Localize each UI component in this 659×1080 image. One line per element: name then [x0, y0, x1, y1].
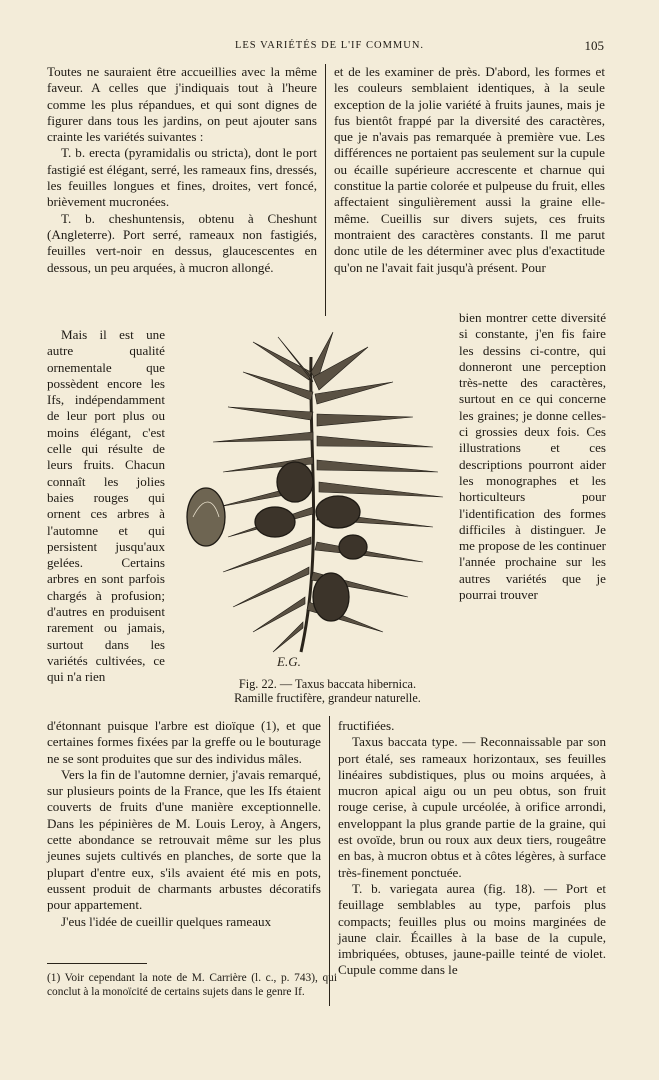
column-rule-top — [325, 64, 326, 316]
caption-line-2: Ramille fructifère, grandeur naturelle. — [234, 691, 421, 705]
column-bottom-left — [47, 718, 321, 930]
paragraph-variegata: T. b. variegata aurea (fig. 18). — Port et feuillage semblables au type, parfois plus compacts; feuilles plus ou moins marginées de jaune clair. Écailles à la base de la cupule, imbriquées, obtuses, jaune-paille teinté de violet. Cupule comme dans le — [338, 880, 606, 978]
footnote: (1) Voir cependant la note de M. Carrière (l. c., p. 743), qui conclut à la monoïcité de certains sujets dans le genre If. — [47, 972, 337, 998]
paragraph: et de les examiner de près. D'abord, les formes et les couleurs semblaient identiques, à la seule exception de la jolie variété à fruits jaunes, mais je fus bientôt frappé par la diversité des caractères, que je n'avais pas remarquée à première vue. Les différences ne portaient pas seulement sur la cupule ou écaille supérieure accrescente et charnue qui constitue la partie colorée et pulpeuse du fruit, elles affectaient singulièrement aussi la graine elle-même. Cueillis sur divers sujets, ces fruits montraient des caractères constants. Il me parut donc utile de les déterminer avec plus d'exactitude qu'on ne l'avait fait jusqu'à présent. Pour — [334, 64, 605, 275]
footnote-rule — [47, 963, 147, 964]
paragraph-erecta: T. b. erecta (pyramidalis ou stricta), dont le port fastigié est élégant, serré, les rameaux fins, dressés, les feuilles longues et fines, droites, vert foncé, brièvement mucronées. — [47, 145, 317, 210]
paragraph-cheshuntensis: T. b. cheshuntensis, obtenu à Cheshunt (Angleterre). Port serré, rameaux non fastigiés, feuilles vert-noir en dessus, glaucescentes en dessous, un peu arquées, à mucron allongé. — [47, 210, 317, 275]
yew-branch-drawing — [183, 332, 458, 677]
running-title: LES VARIÉTÉS DE L'IF COMMUN. — [234, 40, 425, 51]
column-top-right — [334, 64, 605, 276]
caption-line-1: Fig. 22. — Taxus baccata hibernica. — [238, 677, 417, 691]
page-number: 105 — [584, 38, 604, 53]
paragraph-branches: J'eus l'idée de cueillir quelques rameaux — [61, 913, 272, 929]
column-bottom-right — [338, 718, 606, 979]
figure-caption — [200, 677, 455, 705]
yew-branch-illustration — [183, 332, 458, 677]
paragraph: Toutes ne sauraient être accueillies avec la même faveur. A celles que j'indiquais tout à l'heure comme les plus répandues, et qui sont dignes de figurer dans tous les jardins, on peut ajouter sans crainte les variétés suivantes : — [47, 64, 317, 145]
engraver-monogram: E.G. — [277, 654, 301, 669]
paragraph-autumn: Vers la fin de l'automne dernier, j'avais remarqué, sur plusieurs points de la France, que les Ifs étaient couverts de fruits d'une manière exceptionnelle. Dans les pépinières de M. Louis Leroy, à Angers, cette abondance se retrouvait même sur les plus jeunes sujets cultivés en planches, de sorte que la plupart d'entre eux, s'ils avaient été mis en pots, eussent produit de charmants arbustes décoratifs pour appartement. — [47, 766, 321, 913]
paragraph-illustrations: bien montrer cette diversité si constante, j'en fis faire les dessins ci-contre, qui donneront une perception très-nette des caractères, surtout en ce qui concerne les graines; je donne celles-ci grossies deux fois. Ces illustrations et ces descriptions pourront aider les monographes et les horticulteurs pour l'identification des formes difficiles à distinguer. Je me propose de les continuer l'année prochaine sur les autres variétés que je pourrai trouver — [459, 310, 606, 603]
running-header — [0, 40, 659, 56]
column-top-left — [47, 64, 317, 276]
paragraph-fruits: Mais il est une autre qualité ornementale que possèdent encore les Ifs, indépendamment de leur port plus ou moins élégant, c'est celle qui résulte de leurs fruits. Chacun connaît les jolies baies rouges qui ornent ces arbres à l'automne et qui persistent jusqu'aux gelées. Certains arbres en sont parfois chargés à profusion; d'autres en produisent rarement ou jamais, surtout dans les variétés cultivées, ce qui n'a rien — [47, 327, 165, 685]
column-mid-left — [47, 327, 165, 686]
paragraph-type: Taxus baccata type. — Reconnaissable par son port étalé, ses rameaux horizontaux, ses feuilles linéaires subdistiques, plus ou moins arquées, à mucron apical aigu ou un peu obtus, son fruit rouge cerise, à cupule urcéolée, à orifice arrondi, enveloppant la plus grande partie de la graine, qui est ovoïde, brun ou roux aux deux tiers, rougeâtre en bas, à mucron obtus et à côtes légères, à surface très-finement ponctuée. — [338, 734, 606, 880]
column-mid-right — [459, 310, 606, 603]
paragraph: d'étonnant puisque l'arbre est dioïque (1), et que certaines formes fixées par la greffe ou le bouturage ne se sont produites que sur des individus mâles. — [47, 718, 321, 766]
column-rule-bottom — [329, 716, 330, 1006]
paragraph: fructifiées. — [338, 718, 395, 733]
